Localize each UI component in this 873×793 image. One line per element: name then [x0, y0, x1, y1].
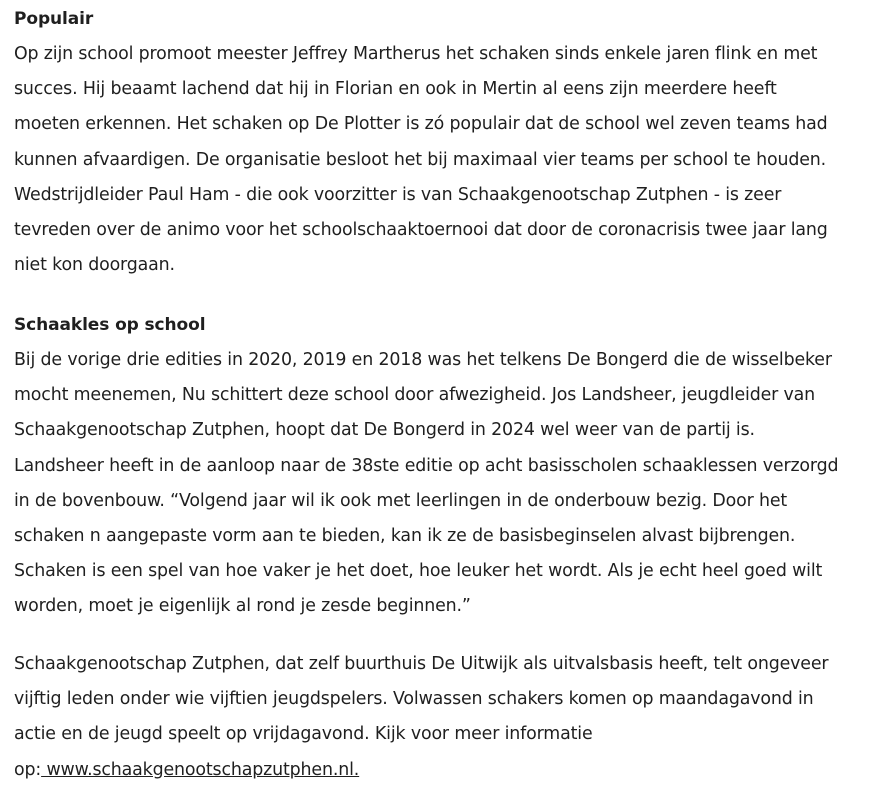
text-line: niet kon doorgaan.: [14, 255, 175, 276]
link-prefix: op:: [14, 759, 42, 780]
text-line: mocht meenemen, Nu schittert deze school door afwezigheid. Jos Landsheer, jeugdleider van: [14, 385, 816, 406]
section-populair: [14, 2, 869, 283]
text-line: Schaakgenootschap Zutphen, hoopt dat De Bongerd in 2024 wel weer van de partij is.: [14, 420, 755, 441]
text-line: tevreden over de animo voor het schoolschaaktoernooi dat door de coronacrisis twee jaar lang: [14, 220, 828, 241]
section-heading: Populair: [14, 9, 94, 29]
text-line: Schaakgenootschap Zutphen, dat zelf buurthuis De Uitwijk als uitvalsbasis heeft, telt ongeveer: [14, 654, 829, 674]
website-link[interactable]: www.schaakgenootschapzutphen.nl.: [41, 759, 360, 780]
text-line: actie en de jeugd speelt op vrijdagavond. Kijk voor meer informatie: [14, 724, 593, 745]
text-line-with-link: [14, 753, 869, 788]
paragraph: [14, 647, 869, 788]
section-club-info: [14, 647, 869, 788]
text-line: succes. Hij beaamt lachend dat hij in Florian en ook in Mertin al eens zijn meerdere heeft: [14, 79, 777, 100]
text-line: Wedstrijdleider Paul Ham - die ook voorzitter is van Schaakgenootschap Zutphen - is zeer: [14, 184, 782, 205]
paragraph: [14, 37, 869, 283]
text-line: kunnen afvaardigen. De organisatie besloot het bij maximaal vier teams per school te houden.: [14, 149, 827, 170]
text-line: moeten erkennen. Het schaken op De Plotter is zó populair dat de school wel zeven teams had: [14, 114, 828, 135]
paragraph: [14, 343, 869, 625]
text-line: Bij de vorige drie edities in 2020, 2019 en 2018 was het telkens De Bongerd die de wisselbeker: [14, 350, 832, 370]
section-heading: Schaakles op school: [14, 315, 206, 335]
text-line: schaken n aangepaste vorm aan te bieden, kan ik ze de basisbeginselen alvast bijbrengen.: [14, 526, 796, 547]
text-line: Schaken is een spel van hoe vaker je het doet, hoe leuker het wordt. Als je echt heel goed wilt: [14, 561, 823, 582]
text-line: Op zijn school promoot meester Jeffrey Martherus het schaken sinds enkele jaren flink en met: [14, 44, 818, 64]
text-line: Landsheer heeft in de aanloop naar de 38ste editie op acht basisscholen schaaklessen verzorgd: [14, 455, 839, 476]
text-line: worden, moet je eigenlijk al rond je zesde beginnen.”: [14, 596, 471, 617]
text-line: in de bovenbouw. “Volgend jaar wil ik ook met leerlingen in de onderbouw bezig. Door het: [14, 490, 788, 511]
section-schaakles: [14, 308, 869, 625]
text-line: vijftig leden onder wie vijftien jeugdspelers. Volwassen schakers komen op maandagavond in: [14, 689, 814, 710]
